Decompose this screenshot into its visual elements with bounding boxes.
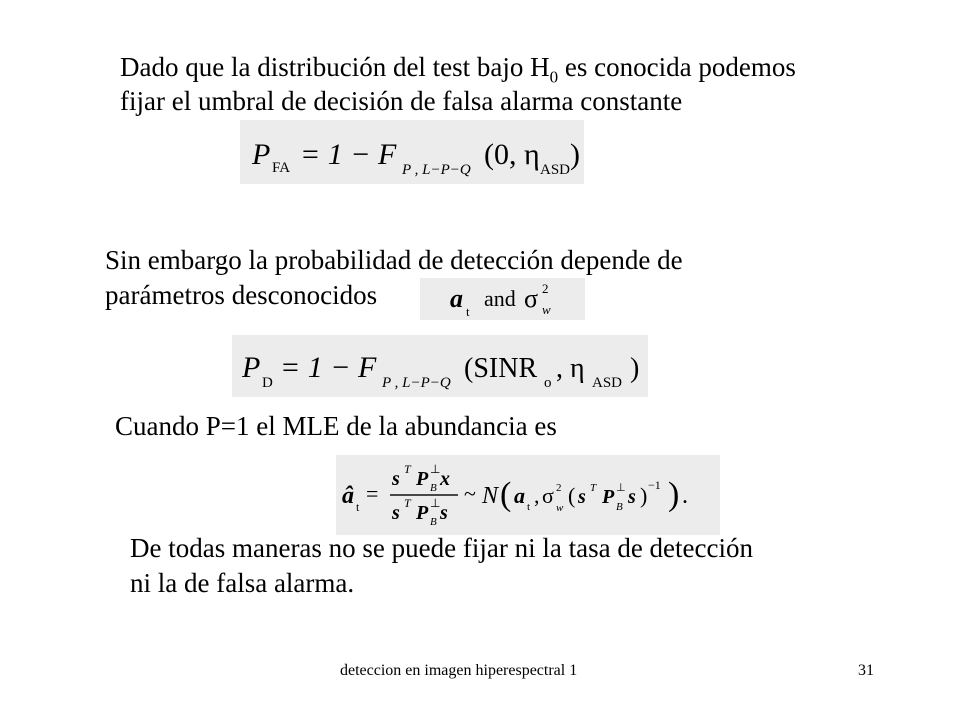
mle-rest-P: P [602,486,615,508]
param-sigma-sub: w [542,302,551,317]
mle-rest-T: T [590,482,597,494]
mle-lhs-sub: t [356,500,360,514]
pd-rhs-d: ) [630,353,640,384]
mle-den-P: P [416,502,429,524]
pfa-rhs-sub: P , L−P−Q [402,162,471,178]
pd-rhs-c: , η [556,353,585,384]
h0-subscript: 0 [549,67,559,87]
mle-rest-sigma-sup: 2 [556,482,562,494]
mle-rest-sigma-sub: w [556,502,564,514]
mle-comma: , [534,483,540,508]
mle-period: . [682,483,688,509]
mle-den-P-sub: B [430,516,437,528]
pfa-rhs-c: ) [570,138,580,171]
equation-mle [336,455,720,535]
mle-rest-s: s [578,486,586,508]
mle-rest-a-sub: t [527,501,531,513]
equation-pd-svg [232,335,648,397]
mle-num-P: P [416,468,429,490]
mle-tilde: ~ [464,481,476,506]
pd-rhs-b: (SINR [464,353,538,384]
pfa-rhs-b: (0, η [484,138,540,171]
paragraph-2-line-1: Sin embargo la probabilidad de detección depende de [105,245,683,275]
paragraph-4-line-1: De todas maneras no se puede fijar ni la tasa de detección [130,533,753,563]
mle-num-x: x [440,468,450,490]
pd-rhs-sub: P , L−P−Q [382,375,451,391]
param-a-sub: t [466,304,470,319]
mle-den-s: s [392,502,400,524]
paragraph-4-line-2: ni la de falsa alarma. [130,568,355,598]
equation-pfa-svg [240,120,584,184]
unknown-parameters-svg [420,278,585,320]
paragraph-1-line-2: fijar el umbral de decisión de falsa alarma constante [120,86,683,116]
param-and: and [484,286,516,311]
mle-den-P-sup: ⊥ [430,496,441,510]
param-a: a [450,284,463,313]
mle-rest-inv: −1 [648,478,661,492]
pfa-rhs-a: = 1 − F [300,138,397,171]
mle-num-P-sup: ⊥ [430,462,441,476]
mle-rest-B: B [616,501,623,513]
pd-lhs-sub: D [262,375,273,391]
mle-open-paren: ( [500,476,512,513]
pd-eta-sub: ASD [592,375,623,391]
equation-mle-svg [336,455,720,535]
mle-den-sup: T [404,496,411,510]
page-number: 31 [858,662,874,679]
param-sigma-sup: 2 [542,281,549,296]
mle-eq: = [366,481,379,506]
mle-lhs: â [342,483,354,509]
pd-sinr-sub: o [544,375,552,391]
mle-inner-close: ) [640,483,648,508]
mle-N: N [482,483,499,509]
param-sigma: σ [524,284,539,313]
pfa-lhs: P [252,138,271,171]
pfa-eta-sub: ASD [540,162,571,178]
paragraph-2-line-2: parámetros desconocidos [105,280,378,310]
mle-num-P-sub: B [430,482,437,494]
mle-rest-perp: ⊥ [616,482,626,494]
paragraph-1-line-1-post: es conocida podemos [558,52,796,82]
paragraph-3-line-1: Cuando P=1 el MLE de la abundancia es [115,411,557,441]
mle-inner-open: ( [568,483,576,508]
mle-rest-s2: s [628,486,636,508]
mle-num-s: s [392,468,400,490]
equation-pfa [240,120,584,184]
mle-rest-a: a [514,483,525,508]
pd-rhs-a: = 1 − F [280,351,377,384]
pfa-lhs-sub: FA [272,160,291,176]
footer-title: deteccion en imagen hiperespectral 1 [340,662,578,679]
unknown-parameters [420,278,585,320]
mle-den-s2: s [440,502,448,524]
pd-lhs: P [242,351,261,384]
paragraph-1-line-1 [120,50,796,87]
paragraph-1-line-1-pre: Dado que la distribución del test bajo H [120,52,550,82]
equation-pd [232,335,648,397]
mle-num-sup: T [404,462,411,476]
mle-rest-sigma: σ [542,483,554,508]
mle-close-paren: ) [668,476,680,513]
